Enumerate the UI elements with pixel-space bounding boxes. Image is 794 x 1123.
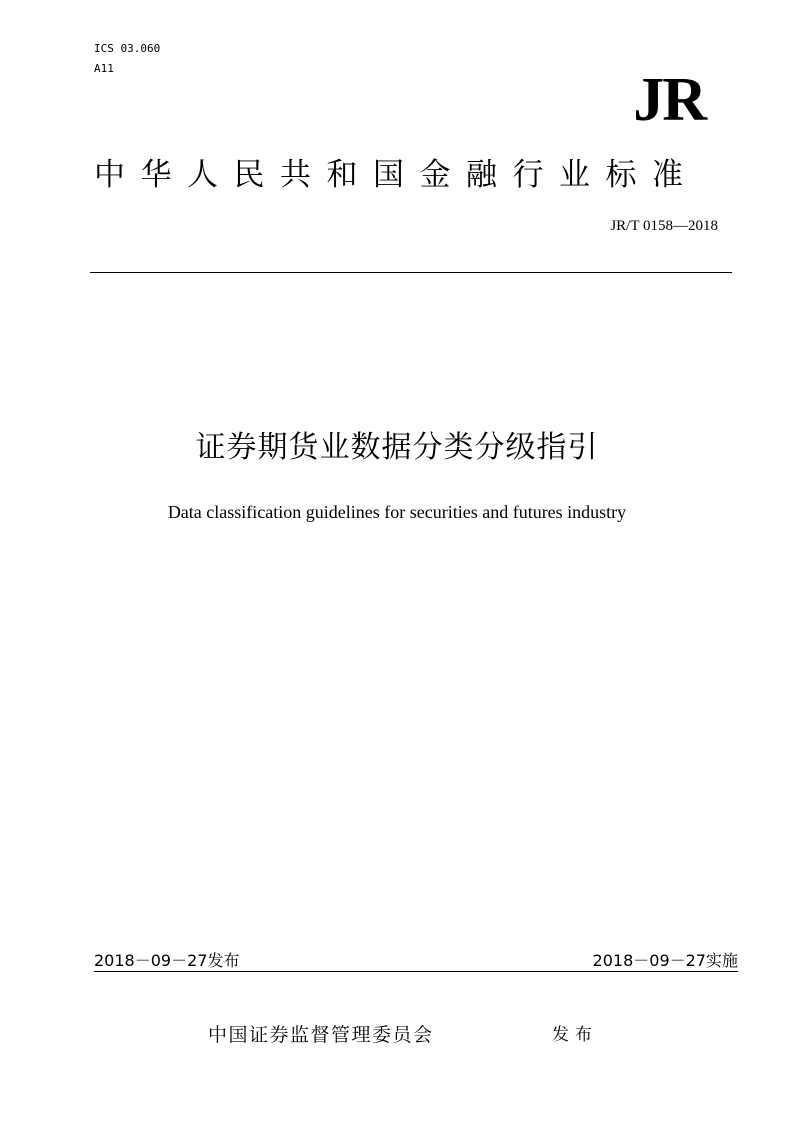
- footer-divider: [94, 971, 738, 972]
- implementation-date: 2018－09－27实施: [592, 951, 738, 970]
- issuing-authority: 中国证券监督管理委员会: [208, 1024, 434, 1046]
- ccs-code: A11: [94, 62, 114, 75]
- document-title-chinese: 证券期货业数据分类分级指引: [195, 430, 599, 465]
- jr-logo: JR: [633, 66, 705, 134]
- standard-category-title: 中华人民共和国金融行业标准: [94, 157, 699, 193]
- ics-code: ICS 03.060: [94, 42, 161, 55]
- issue-date: 2018－09－27发布: [94, 951, 240, 970]
- document-title-english: Data classification guidelines for securities and futures industry: [167, 502, 627, 522]
- standard-number: JR/T 0158—2018: [610, 218, 718, 234]
- header-divider: [90, 272, 732, 273]
- issue-label: 发布: [552, 1025, 598, 1045]
